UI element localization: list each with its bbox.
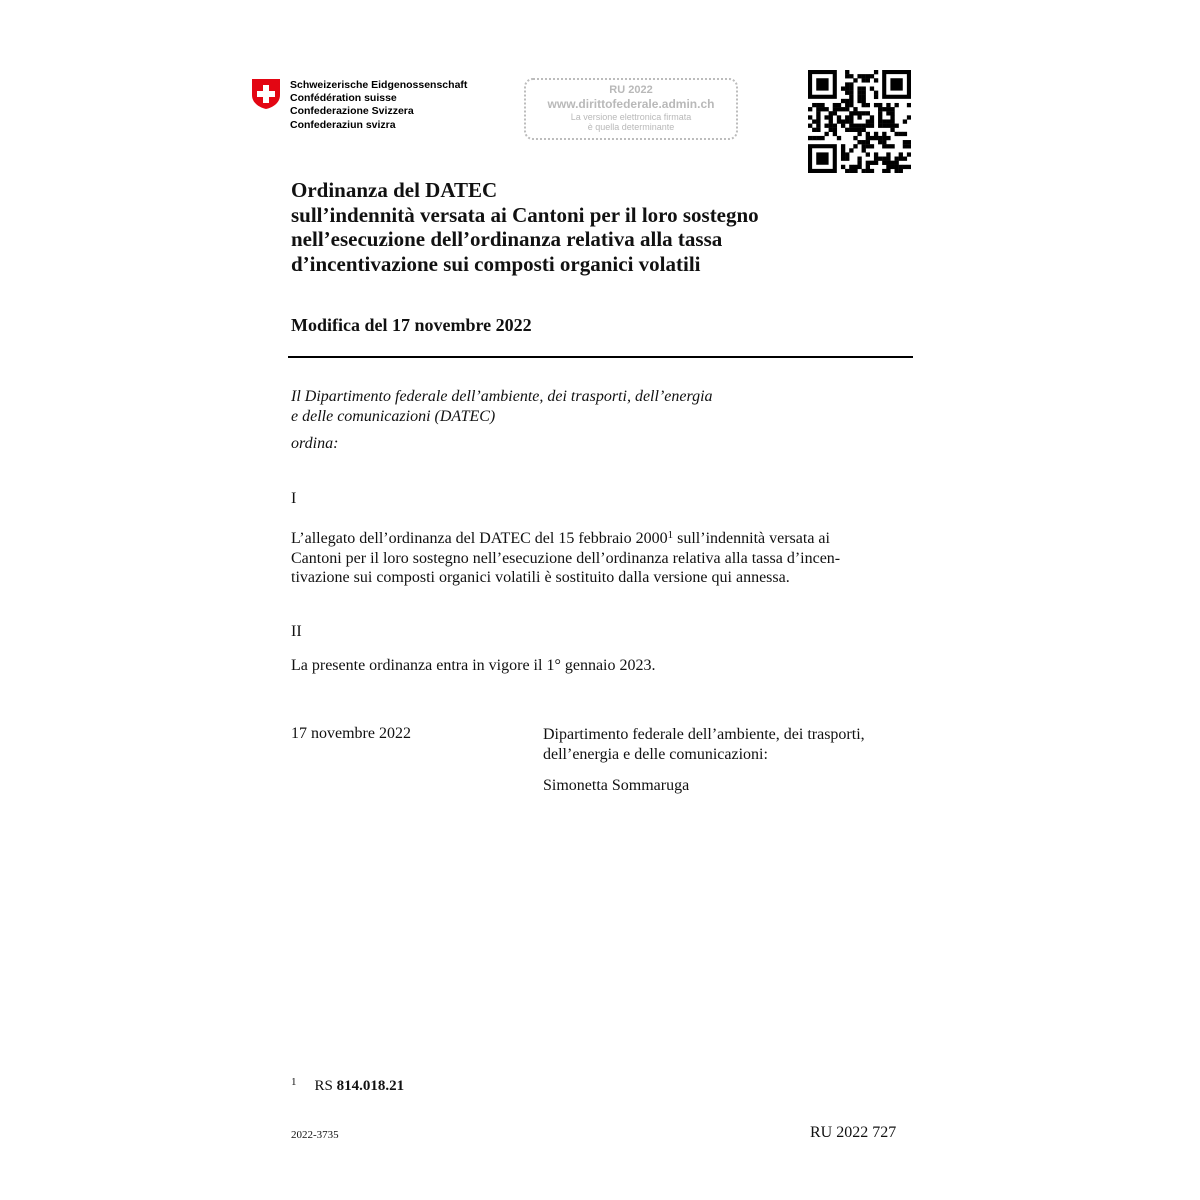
title-line: Ordinanza del DATEC [291,178,498,202]
preamble-line: Il Dipartimento federale dell’ambiente, dei trasporti, dell’energia [291,388,713,405]
stamp-line-2: www.dirittofederale.admin.ch [547,97,715,111]
document-title [291,178,911,276]
confederation-names [290,79,467,132]
title-line: sull’indennità versata ai Cantoni per il loro sostegno [291,202,759,227]
document-number: 2022-3735 [291,1129,339,1141]
stamp-line-1: RU 2022 [609,84,653,96]
footnote-reference[interactable]: 814.018.21 [336,1078,405,1094]
signature-department [543,725,865,764]
confederation-name-it: Confederazione Svizzera [290,105,414,118]
document-subtitle: Modifica del 17 novembre 2022 [291,315,532,335]
department-line: dell’energia e delle comunicazioni: [543,745,768,763]
stamp-line-4: è quella determinante [587,122,675,132]
paragraph-line [291,526,911,549]
page-reference: RU 2022 727 [810,1124,897,1141]
confederation-name-rm: Confederaziun svizra [290,118,396,131]
title-line: nell’esecuzione dell’ordinanza relativa alla tassa [291,227,723,251]
paragraph-text: L’allegato dell’ordinanza del DATEC del 15 febbraio 2000 [291,530,668,547]
signature-date: 17 novembre 2022 [291,725,411,742]
paragraph-line: tivazione sui composti organici volatili è sostituito dalla versione qui annessa. [291,569,790,586]
official-publication-stamp [524,78,738,140]
title-divider [288,356,913,358]
section-heading-ii: II [291,623,302,640]
paragraph-text: sull’indennità versata ai [673,530,830,547]
paragraph-line: Cantoni per il loro sostegno nell’esecuzione dell’ordinanza relativa alla tassa d’incen- [291,549,841,567]
section-i-paragraph [291,526,911,588]
department-line: Dipartimento federale dell’ambiente, dei trasporti, [543,726,865,743]
ordina-label: ordina: [291,435,339,452]
confederation-name-de: Schweizerische Eidgenossenschaft [290,79,468,91]
qr-code-icon [808,70,911,173]
confederation-name-fr: Confédération suisse [290,92,397,105]
footnote-mark[interactable]: 1 [667,529,674,541]
section-ii-paragraph: La presente ordinanza entra in vigore il 1° gennaio 2023. [291,657,656,674]
footnote-number: 1 [291,1076,297,1088]
preamble-line: e delle comunicazioni (DATEC) [291,408,496,425]
swiss-flag-icon [251,78,281,110]
preamble [291,387,713,427]
stamp-line-3: La versione elettronica firmata [570,112,692,122]
signer-name: Simonetta Sommaruga [543,777,690,794]
section-heading-i: I [291,490,297,507]
footnote [291,1078,404,1095]
title-line: d’incentivazione sui composti organici volatili [291,251,701,276]
footnote-prefix: RS [314,1078,337,1094]
